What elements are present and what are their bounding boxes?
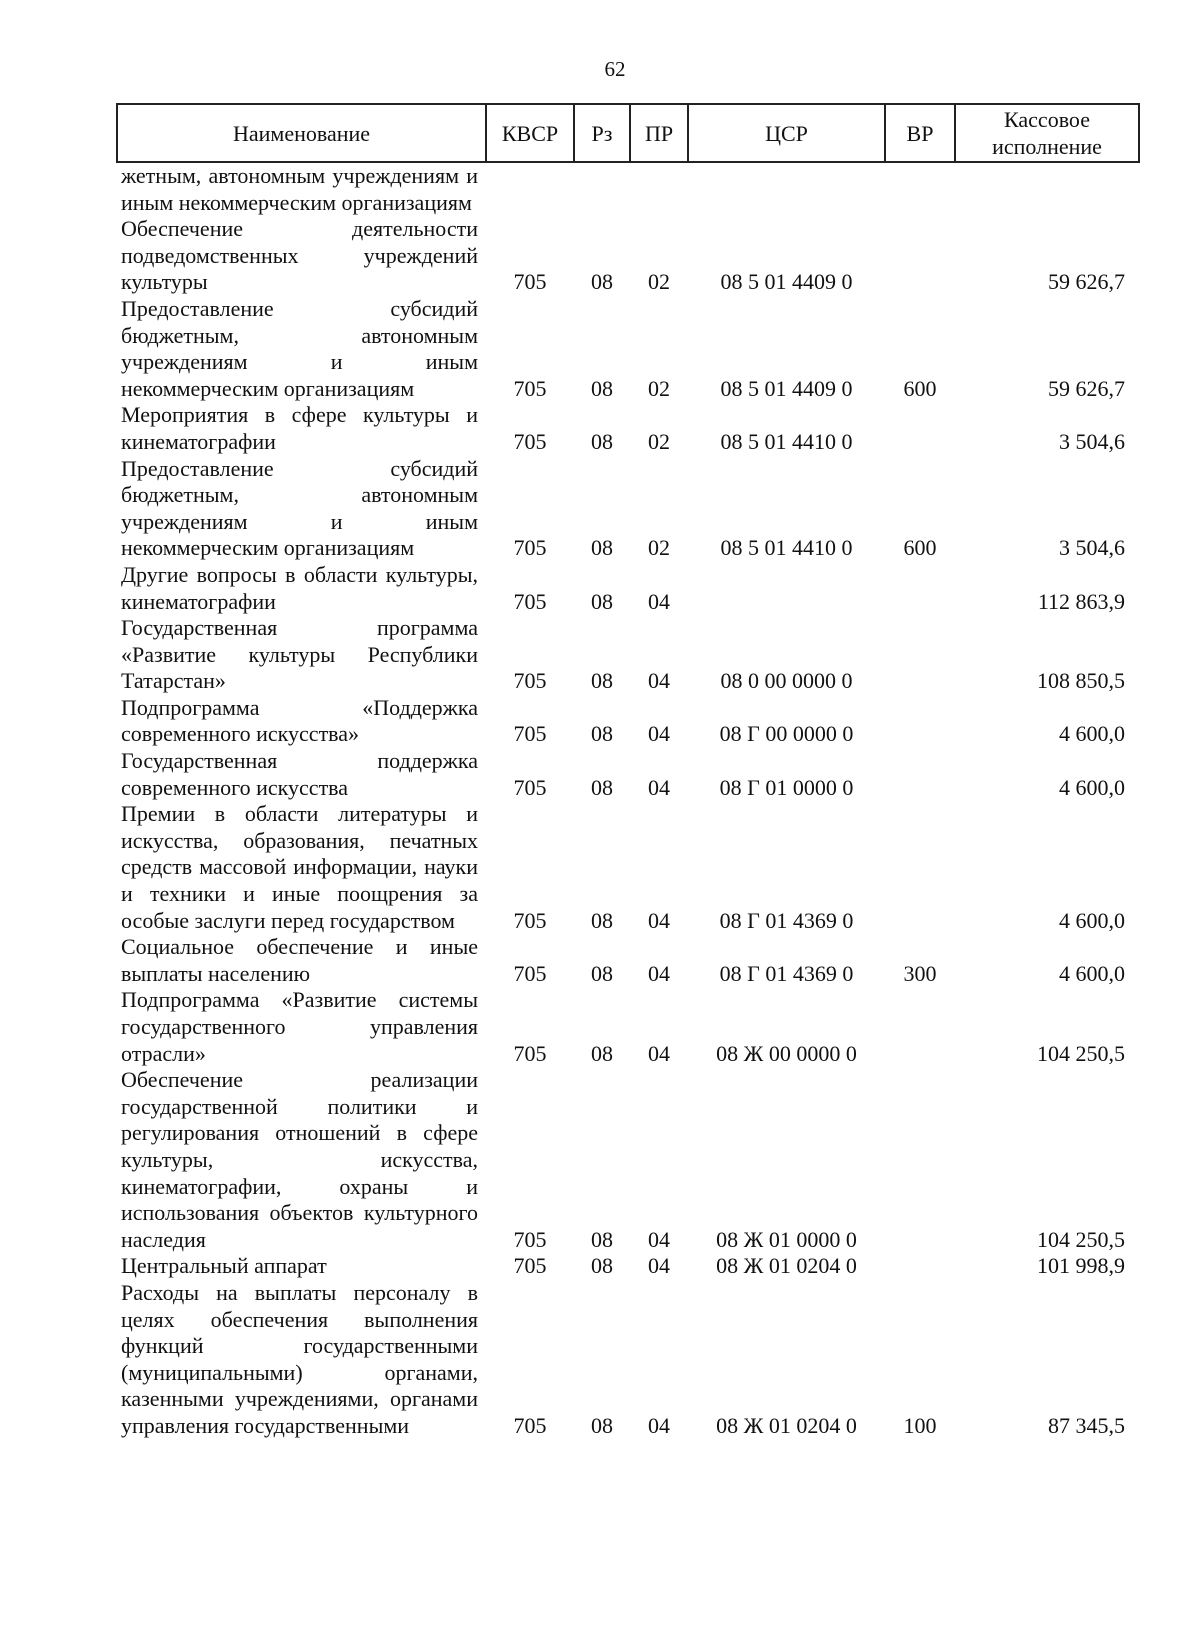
cell-name: Подпрограмма «Развитие системы государственного управления отрасли» (121, 987, 478, 1066)
table-row (117, 1280, 1139, 1440)
cell-vr (885, 615, 955, 695)
cell-name: Государственная программа «Развитие культуры Республики Татарстан» (121, 615, 478, 694)
table-row (117, 748, 1139, 801)
cell-pr: 04 (648, 1253, 670, 1279)
cell-pr: 04 (648, 960, 670, 986)
cell-pr: 02 (648, 269, 670, 295)
cell-pr: 02 (648, 535, 670, 561)
table-row (117, 216, 1139, 296)
cell-kvsr: 705 (513, 428, 547, 454)
cell-rz: 08 (591, 588, 613, 614)
column-header-sum: Кассовое исполнение (955, 104, 1139, 162)
cell-csr (688, 162, 885, 216)
cell-kvsr: 705 (513, 668, 547, 694)
cell-vr: 600 (903, 375, 937, 401)
page-number: 62 (604, 57, 626, 81)
table-row (117, 162, 1139, 216)
cell-kvsr: 705 (513, 721, 547, 747)
cell-name: Социальное обеспечение и иные выплаты населению (121, 934, 478, 986)
table-body (117, 162, 1139, 1440)
cell-name: жетным, автономным учреждениям и иным некоммерческим организациям (121, 163, 478, 215)
table-row (117, 1067, 1139, 1253)
cell-rz: 08 (591, 1226, 613, 1252)
cell-pr: 02 (648, 428, 670, 454)
cell-rz: 08 (591, 907, 613, 933)
cell-sum (955, 162, 1139, 216)
cell-kvsr: 705 (513, 1253, 547, 1279)
cell-name: Предоставление субсидий бюджетным, автономным учреждениям и иным некоммерческим организациям (121, 455, 478, 561)
cell-rz: 08 (591, 1253, 613, 1279)
cell-pr: 04 (648, 1040, 670, 1066)
table-row (117, 801, 1139, 934)
table-row (117, 1253, 1139, 1280)
cell-csr: 08 Ж 01 0000 0 (716, 1226, 857, 1252)
cell-name: Центральный аппарат (121, 1253, 327, 1279)
table-row (117, 402, 1139, 455)
cell-csr: 08 5 01 4410 0 (720, 535, 853, 561)
cell-name: Мероприятия в сфере культуры и кинематографии (121, 402, 478, 454)
cell-pr: 04 (648, 668, 670, 694)
column-header-pr: ПР (630, 104, 688, 162)
cell-rz: 08 (591, 668, 613, 694)
cell-csr: 08 5 01 4409 0 (720, 269, 853, 295)
column-header-vr: ВР (885, 104, 955, 162)
cell-kvsr (486, 162, 574, 216)
column-header-name: Наименование (117, 104, 486, 162)
column-header-rz: Рз (574, 104, 630, 162)
cell-csr: 08 Ж 01 0204 0 (716, 1253, 857, 1279)
cell-csr: 08 5 01 4409 0 (720, 375, 853, 401)
cell-sum: 59 626,7 (1048, 375, 1125, 401)
cell-pr: 04 (648, 588, 670, 614)
cell-vr (885, 748, 955, 801)
cell-name: Предоставление субсидий бюджетным, автономным учреждениям и иным некоммерческим организациям (121, 295, 478, 401)
cell-name: Другие вопросы в области культуры, кинематографии (121, 561, 478, 614)
cell-sum: 104 250,5 (1037, 1040, 1125, 1066)
table-row (117, 987, 1139, 1067)
cell-sum: 108 850,5 (1037, 668, 1125, 694)
cell-sum: 112 863,9 (1037, 588, 1125, 614)
cell-rz: 08 (591, 774, 613, 800)
cell-rz: 08 (591, 375, 613, 401)
cell-kvsr: 705 (513, 269, 547, 295)
cell-csr: 08 5 01 4410 0 (720, 428, 853, 454)
cell-vr (885, 1253, 955, 1280)
budget-table (116, 103, 1140, 1440)
cell-kvsr: 705 (513, 960, 547, 986)
cell-kvsr: 705 (513, 375, 547, 401)
cell-rz: 08 (591, 535, 613, 561)
cell-rz: 08 (591, 428, 613, 454)
cell-csr: 08 Ж 00 0000 0 (716, 1040, 857, 1066)
cell-sum: 101 998,9 (1037, 1253, 1125, 1279)
cell-sum: 4 600,0 (1059, 960, 1125, 986)
cell-sum: 87 345,5 (1048, 1412, 1125, 1438)
cell-vr (885, 695, 955, 748)
cell-name: Обеспечение деятельности подведомственных учреждений культуры (121, 216, 478, 295)
cell-name: Государственная поддержка современного искусства (121, 748, 478, 800)
cell-csr: 08 Г 01 0000 0 (719, 774, 854, 800)
cell-pr: 04 (648, 774, 670, 800)
cell-sum: 59 626,7 (1048, 269, 1125, 295)
cell-vr: 300 (903, 960, 937, 986)
cell-csr: 08 Г 01 4369 0 (719, 960, 854, 986)
cell-sum: 3 504,6 (1059, 428, 1125, 454)
cell-sum: 4 600,0 (1059, 907, 1125, 933)
cell-vr (885, 216, 955, 296)
cell-sum: 4 600,0 (1059, 721, 1125, 747)
cell-vr: 100 (903, 1412, 937, 1438)
cell-csr (688, 562, 885, 615)
cell-csr: 08 Г 00 0000 0 (719, 721, 854, 747)
cell-vr: 600 (903, 535, 937, 561)
cell-vr (885, 987, 955, 1067)
table-row (117, 615, 1139, 695)
cell-rz: 08 (591, 721, 613, 747)
cell-rz (574, 162, 630, 216)
column-header-kvsr: КВСР (486, 104, 574, 162)
cell-rz: 08 (591, 1040, 613, 1066)
cell-pr: 04 (648, 721, 670, 747)
table-row (117, 562, 1139, 615)
cell-rz: 08 (591, 960, 613, 986)
cell-vr (885, 1067, 955, 1253)
table-row (117, 456, 1139, 562)
table-row (117, 934, 1139, 987)
cell-vr (885, 162, 955, 216)
cell-name: Обеспечение реализации государственной политики и регулирования отношений в сфере культуры, искусства, кинематографии, охраны и использования объектов культурного наследия (121, 1067, 478, 1252)
cell-vr (885, 402, 955, 455)
cell-sum: 104 250,5 (1037, 1226, 1125, 1252)
cell-pr: 04 (648, 1412, 670, 1438)
cell-kvsr: 705 (513, 1226, 547, 1252)
cell-sum: 4 600,0 (1059, 774, 1125, 800)
table-row (117, 695, 1139, 748)
cell-kvsr: 705 (513, 588, 547, 614)
cell-pr: 04 (648, 1226, 670, 1252)
cell-vr (885, 562, 955, 615)
cell-csr: 08 Г 01 4369 0 (719, 907, 854, 933)
cell-pr: 02 (648, 375, 670, 401)
table-row (117, 296, 1139, 402)
cell-kvsr: 705 (513, 907, 547, 933)
cell-rz: 08 (591, 1412, 613, 1438)
cell-sum: 3 504,6 (1059, 535, 1125, 561)
cell-pr (630, 162, 688, 216)
cell-name: Подпрограмма «Поддержка современного искусства» (121, 694, 478, 747)
cell-kvsr: 705 (513, 1412, 547, 1438)
cell-csr: 08 0 00 0000 0 (720, 668, 853, 694)
cell-kvsr: 705 (513, 774, 547, 800)
cell-name: Премии в области литературы и искусства, образования, печатных средств массовой информации, науки и техники и иные поощрения за особые заслуги перед государством (121, 801, 478, 933)
column-header-csr: ЦСР (688, 104, 885, 162)
cell-vr (885, 801, 955, 934)
cell-csr: 08 Ж 01 0204 0 (716, 1412, 857, 1438)
cell-name: Расходы на выплаты персоналу в целях обеспечения выполнения функций государственными (муниципальными) органами, казенными учреждениями, органами управления государственными (121, 1279, 478, 1438)
cell-rz: 08 (591, 269, 613, 295)
cell-kvsr: 705 (513, 1040, 547, 1066)
cell-kvsr: 705 (513, 535, 547, 561)
cell-pr: 04 (648, 907, 670, 933)
table-header (117, 104, 1139, 162)
